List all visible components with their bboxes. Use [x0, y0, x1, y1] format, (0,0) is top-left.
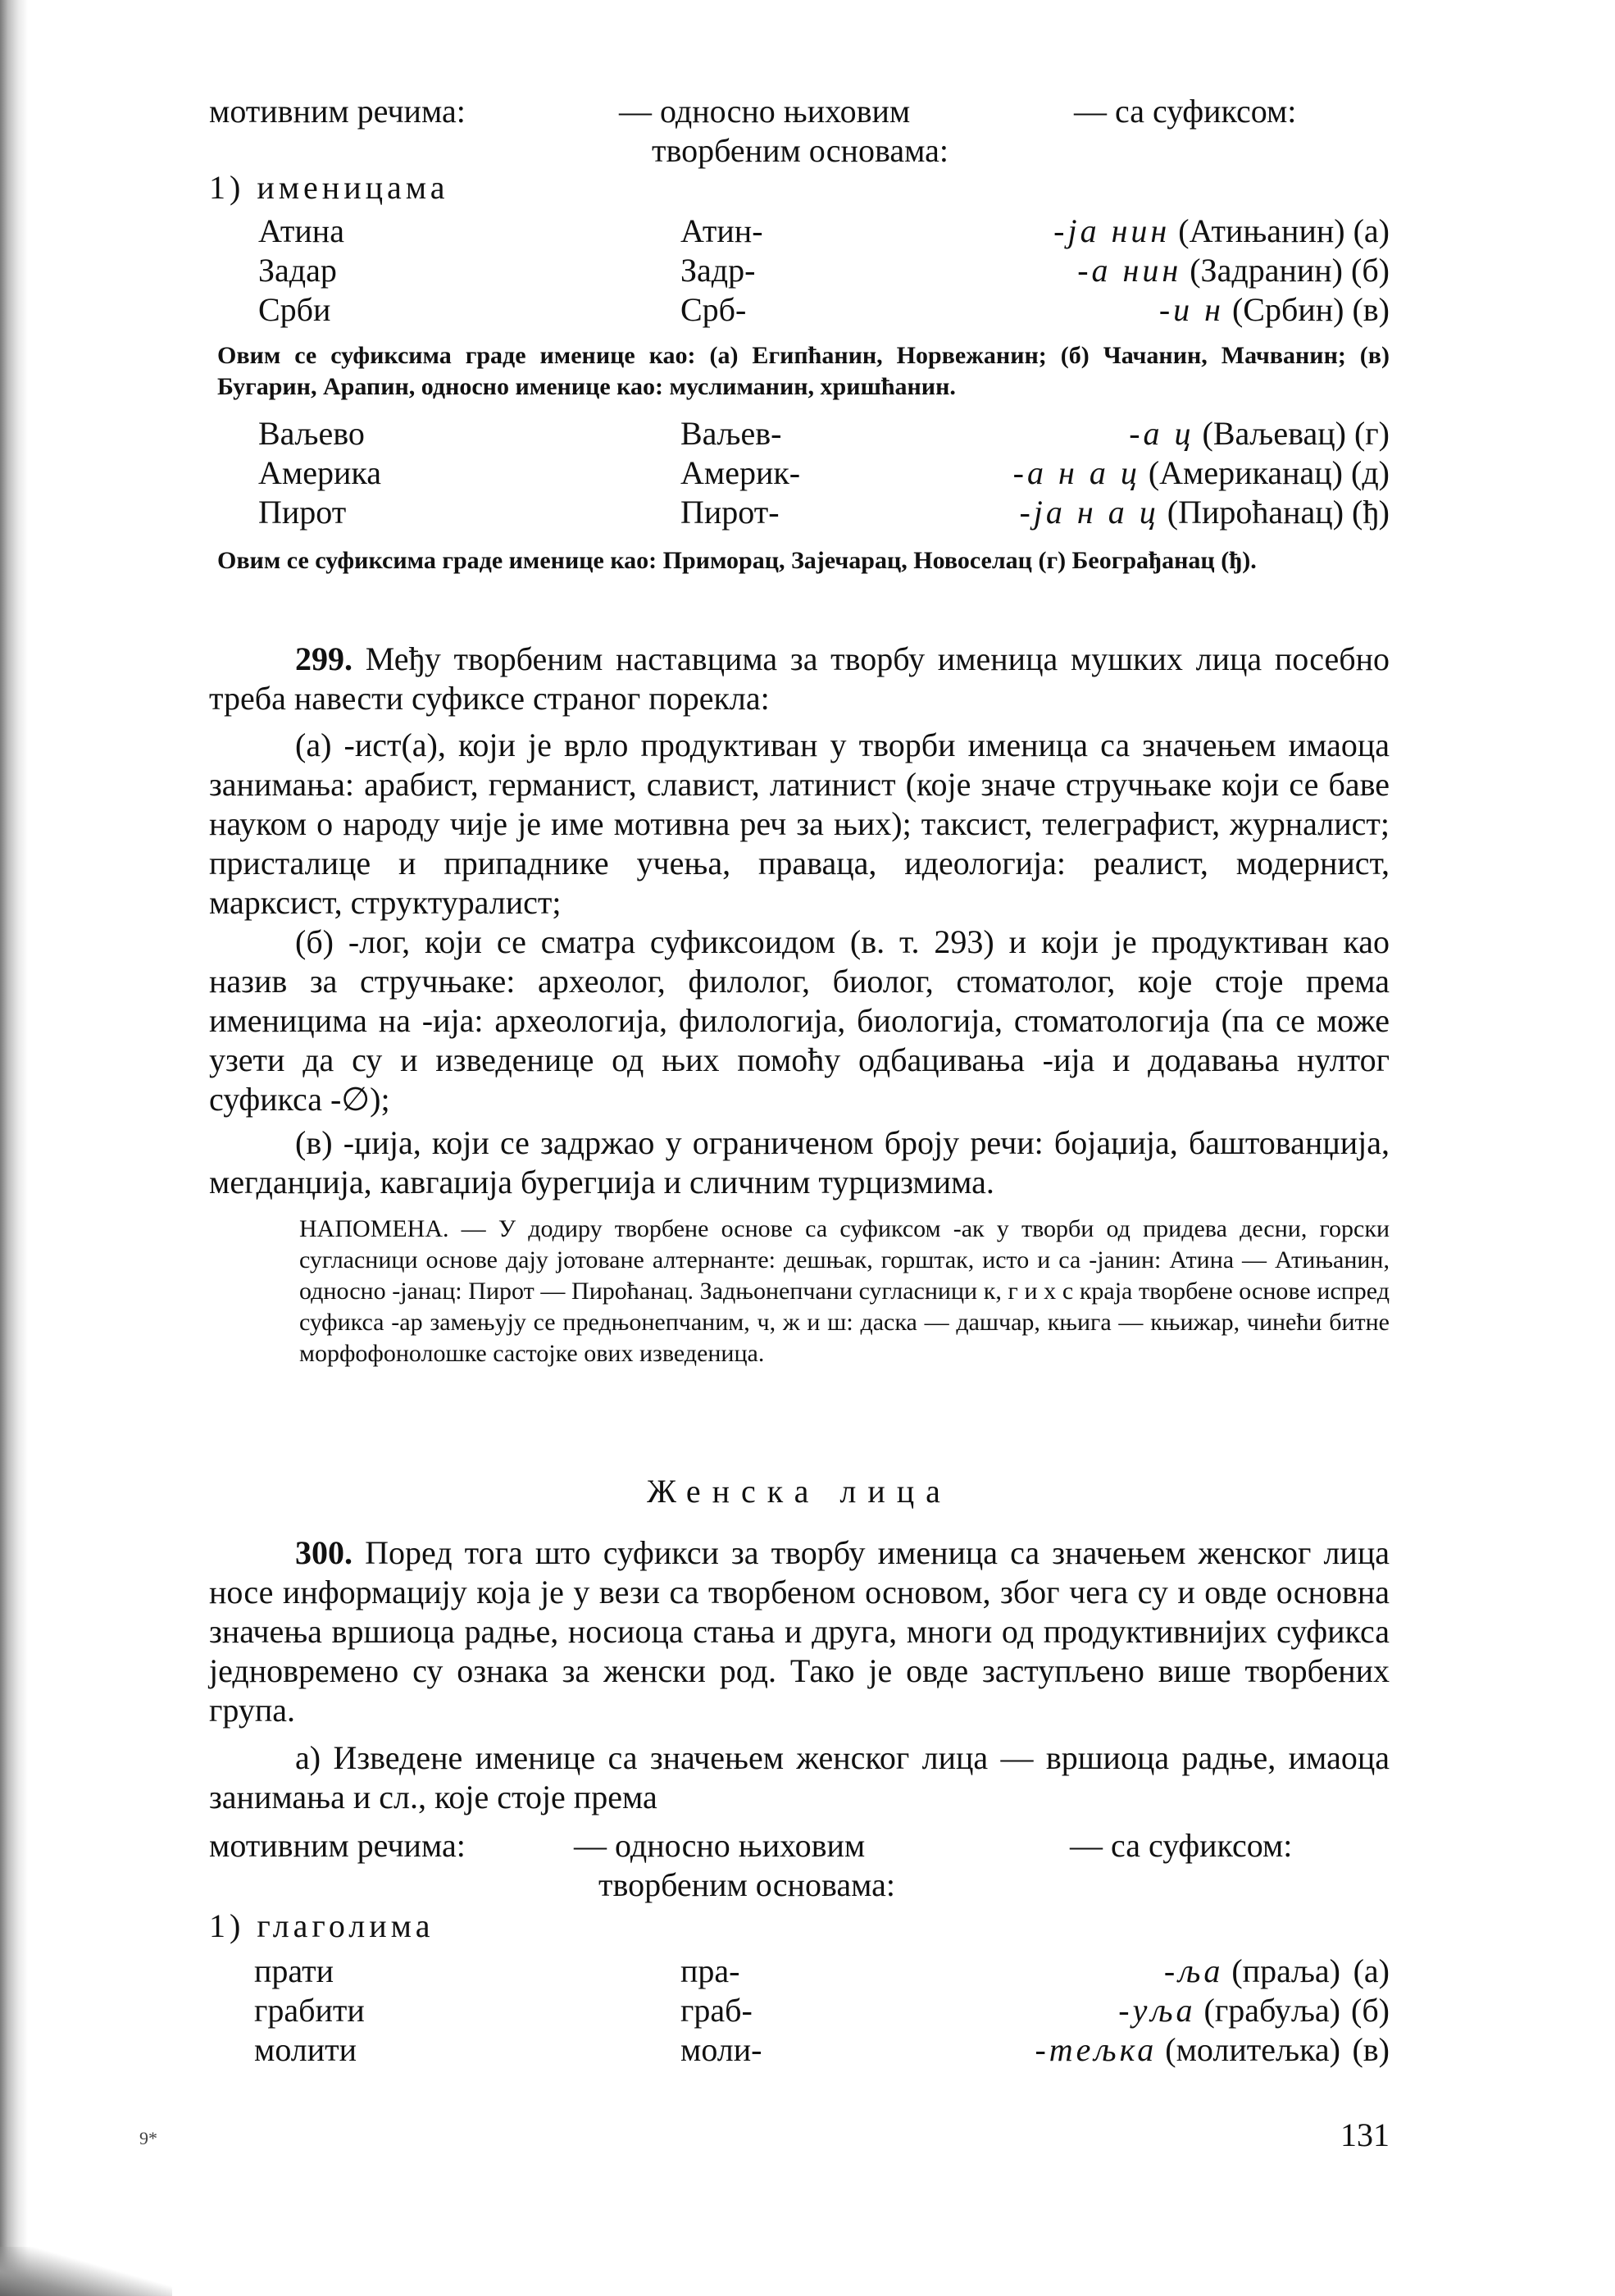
- table2-suffix-row: [976, 1952, 1390, 1991]
- table1-base: Срб-: [680, 291, 747, 328]
- table2-base: пра-: [680, 1952, 740, 1989]
- table2-suffix-row: [976, 2030, 1390, 2070]
- table2-base: граб-: [680, 1992, 753, 2029]
- table1-word: Атина: [258, 212, 344, 249]
- section-299-intro-text: Међу творбеним наставцима за творбу именица мушких лица посебно треба навести суфиксе страног порекла:: [209, 640, 1390, 717]
- table1-suffix-row: [951, 414, 1390, 453]
- table1-suffix: -а ц: [1129, 415, 1194, 452]
- table2-header-base-2: творбеним основама:: [598, 1866, 895, 1903]
- table1-tag: (д): [1351, 454, 1390, 491]
- table1-header-base-1: — односно њиховим: [619, 93, 911, 130]
- section-300-item-a: [209, 1738, 1390, 1817]
- book-page: [139, 0, 1390, 2296]
- section-299-item-c-text: (в) -џија, који се задржао у ограниченом броју речи: бојаџија, баштованџија, мегданџија, кавгаџија бурегџија и сличним турцизмима.: [209, 1124, 1390, 1200]
- table1-example: (Задранин): [1190, 252, 1343, 289]
- table2-suffix: -уља: [1118, 1992, 1196, 2029]
- table2-section-verbs: 1) глаголима: [209, 1907, 434, 1944]
- table2-tag: (б): [1351, 1992, 1390, 2029]
- table1-tag: (в): [1352, 291, 1390, 328]
- section-299-item-a: [209, 726, 1390, 922]
- table1-section-nouns: 1) именицама: [209, 169, 449, 206]
- table1-word: Америка: [258, 454, 381, 491]
- table2-example: (молитељка): [1165, 2031, 1340, 2068]
- table1-suffix-row: [992, 251, 1390, 290]
- table2-word: грабити: [254, 1992, 365, 2029]
- table1-base: Америк-: [680, 454, 801, 491]
- section-300-intro: [209, 1533, 1390, 1730]
- page-edge-shadow: [0, 0, 28, 2296]
- table2-example: (грабуља): [1203, 1992, 1340, 2029]
- table1-tag: (г): [1353, 415, 1390, 452]
- table1-suffix: -ја н а ц: [1019, 494, 1159, 531]
- section-300-intro-text: Поред тога што суфикси за творбу именица са значењем женског лица носе информацију која је у вези са творбеном основом, због чега су и овде основна значења вршиоца радње, носиоца стања и друга, многи од продуктивнијих суфикса једновремено су ознака за женски род. Тако је овде заступљено више творбених група.: [209, 1534, 1390, 1729]
- table2-suffix: -тељка: [1035, 2031, 1158, 2068]
- section-299-item-b: [209, 922, 1390, 1119]
- table1-base: Задр-: [680, 252, 756, 289]
- section-299-item-c: [209, 1123, 1390, 1202]
- table1-suffix-row: [992, 212, 1390, 251]
- table1-header-motive: мотивним речима:: [209, 93, 466, 130]
- table2-example: (праља): [1231, 1952, 1340, 1989]
- table1-suffix-row: [992, 290, 1390, 330]
- table2-base: моли-: [680, 2031, 762, 2068]
- table2-word: молити: [254, 2031, 357, 2068]
- table2-suffix: -ља: [1163, 1952, 1224, 1989]
- table1-base: Пирот-: [680, 494, 780, 531]
- section-299-intro: [209, 640, 1390, 718]
- table1-suffix-row: [951, 493, 1390, 532]
- table1-suffix-row: [951, 453, 1390, 493]
- table1-base: Ваљев-: [680, 415, 782, 452]
- table1-example: (Србин): [1231, 291, 1344, 328]
- table1-suffix: -ја нин: [1053, 212, 1171, 249]
- table2-suffix-row: [976, 1991, 1390, 2030]
- table2-header-base-1: — односно њиховим: [574, 1827, 866, 1864]
- table2-tag: (а): [1353, 1952, 1390, 1989]
- table1-word: Пирот: [258, 494, 347, 531]
- table2-header-motive: мотивним речима:: [209, 1827, 466, 1864]
- table1-word: Ваљево: [258, 415, 365, 452]
- heading-female-persons: Женска лица: [647, 1473, 952, 1510]
- section-300-item-a-text: а) Изведене именице са значењем женског лица — вршиоца радње, имаоца занимања и сл., које стоје према: [209, 1739, 1390, 1815]
- section-299-item-b-text: (б) -лог, који се сматра суфиксоидом (в. т. 293) и који је продуктиван као назив за стручњаке: археолог, филолог, биолог, стоматолог, које стоје према именицима на -ија: археологија, филологија, биологија, стоматологија (па се може узети да су и изведенице од њих помоћу одбацивања -ија и додавања нултог суфикса -∅);: [209, 923, 1390, 1118]
- page-corner-shadow: [0, 2247, 172, 2296]
- table2-header-suffix: — са суфиксом:: [1070, 1827, 1293, 1864]
- table1-word: Задар: [258, 252, 337, 289]
- printer-signature-mark: 9*: [139, 2128, 157, 2148]
- section-299-number: 299.: [295, 640, 353, 677]
- table1-header-base-2: творбеним основама:: [652, 132, 949, 169]
- section-299-item-a-text: (а) -ист(а), који је врло продуктиван у творби именица са значењем имаоца занимања: арабист, германист, славист, латинист (које значе стручњаке који се баве науком о народу чије је име мотивна реч за њих); таксист, телеграфист, журналист; присталице и припаднике учења, праваца, идеологија: реалист, модернист, марксист, структуралист;: [209, 727, 1390, 921]
- table1-base: Атин-: [680, 212, 763, 249]
- table1-note-1: Овим се суфиксима граде именице као: (а) Египћанин, Норвежанин; (б) Чачанин, Мачванин; (в) Бугарин, Арапин, односно именице као: муслиманин, хришћанин.: [217, 342, 1390, 400]
- section-299-note: НАПОМЕНА. — У додиру творбене основе са суфиксом -ак у творби од придева десни, горски сугласници основе дају јотоване алтернанте: дешњак, горштак, исто и са -јанин: Атина — Атињанин, односно -јанац: Пирот — Пироћанац. Задњонепчани сугласници к, г и х с краја творбене основе испред суфикса -ар замењују се предњонепчаним, ч, ж и ш: даска — дашчар, књига — књижар, чинећи битне морфофонолошке састојке ових изведеница.: [299, 1215, 1390, 1367]
- table1-header-suffix: — са суфиксом:: [1074, 93, 1297, 130]
- table1-suffix: -и н: [1158, 291, 1224, 328]
- table1-word: Срби: [258, 291, 331, 328]
- table2-word: прати: [254, 1952, 334, 1989]
- table1-example: (Пироћанац): [1167, 494, 1344, 531]
- table1-note-2: Овим се суфиксима граде именице као: Приморац, Зајечарац, Новоселац (г) Београђанац (ђ).: [217, 547, 1257, 574]
- page-number: 131: [1340, 2116, 1390, 2153]
- table1-example: (Ваљевац): [1202, 415, 1346, 452]
- table1-suffix: -а н а ц: [1012, 454, 1140, 491]
- table1-tag: (б): [1351, 252, 1390, 289]
- table1-example: (Атињанин): [1178, 212, 1345, 249]
- section-300-number: 300.: [295, 1534, 353, 1571]
- table2-tag: (в): [1352, 2031, 1390, 2068]
- table1-example: (Американац): [1148, 454, 1343, 491]
- table1-tag: (ђ): [1352, 494, 1390, 531]
- table1-suffix: -а нин: [1077, 252, 1182, 289]
- table1-tag: (а): [1353, 212, 1390, 249]
